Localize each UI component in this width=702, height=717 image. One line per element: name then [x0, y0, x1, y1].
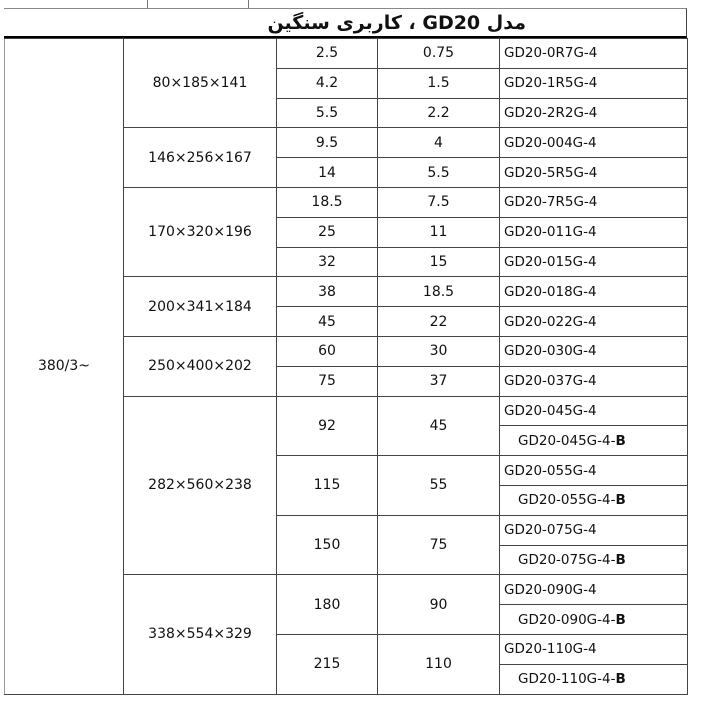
- model-code: GD20-022G-4: [504, 313, 597, 330]
- model-cell: [500, 664, 688, 694]
- model-cell: [500, 634, 688, 664]
- kva-cell: 150: [277, 515, 378, 575]
- table-row: [5, 39, 688, 69]
- kw-cell: 110: [378, 634, 500, 694]
- kva-cell: 180: [277, 575, 378, 635]
- kva-cell: 9.5: [277, 128, 378, 158]
- model-cell: [500, 217, 688, 247]
- model-code: GD20-090G-4: [504, 581, 597, 598]
- model-cell: [500, 605, 688, 635]
- kva-cell: 38: [277, 277, 378, 307]
- model-cell: [500, 39, 688, 69]
- model-code: GD20-2R2G-4: [504, 104, 598, 121]
- model-cell: [500, 485, 688, 515]
- model-code: GD20-090G-4-: [518, 611, 616, 628]
- model-cell: [500, 68, 688, 98]
- model-code: GD20-045G-4: [504, 402, 597, 419]
- kva-cell: 75: [277, 366, 378, 396]
- dimensions-cell: 170×320×196: [124, 187, 277, 276]
- column-divider: [147, 0, 148, 8]
- kw-cell: 7.5: [378, 187, 500, 217]
- kw-cell: 90: [378, 575, 500, 635]
- kva-cell: 4.2: [277, 68, 378, 98]
- kw-cell: 30: [378, 336, 500, 366]
- kva-cell: 92: [277, 396, 378, 456]
- model-cell: [500, 575, 688, 605]
- model-code: GD20-030G-4: [504, 343, 597, 360]
- model-cell: [500, 366, 688, 396]
- kw-cell: 4: [378, 128, 500, 158]
- kva-cell: 14: [277, 158, 378, 188]
- model-code: GD20-045G-4-: [518, 432, 616, 449]
- column-divider: [248, 0, 249, 8]
- model-code: GD20-5R5G-4: [504, 164, 598, 181]
- dimensions-cell: 80×185×141: [124, 39, 277, 128]
- kw-cell: 37: [378, 366, 500, 396]
- kw-cell: 5.5: [378, 158, 500, 188]
- brake-suffix: B: [615, 492, 626, 509]
- kva-cell: 25: [277, 217, 378, 247]
- table-title: مدل GD20 ، کاربری سنگین: [267, 12, 526, 34]
- model-code: GD20-110G-4: [504, 641, 597, 658]
- model-cell: [500, 307, 688, 337]
- model-code: GD20-004G-4: [504, 134, 597, 151]
- brake-suffix: B: [615, 551, 626, 568]
- model-cell: [500, 426, 688, 456]
- kva-cell: 60: [277, 336, 378, 366]
- brake-suffix: B: [615, 671, 626, 688]
- model-code: GD20-0R7G-4: [504, 45, 598, 62]
- kw-cell: 15: [378, 247, 500, 277]
- brake-suffix: B: [615, 611, 626, 628]
- kw-cell: 0.75: [378, 39, 500, 69]
- model-code: GD20-1R5G-4: [504, 75, 598, 92]
- kva-cell: 215: [277, 634, 378, 694]
- dimensions-cell: 200×341×184: [124, 277, 277, 337]
- kva-cell: 115: [277, 456, 378, 516]
- kw-cell: 11: [378, 217, 500, 247]
- dimensions-cell: 282×560×238: [124, 396, 277, 575]
- model-cell: [500, 336, 688, 366]
- kw-cell: 45: [378, 396, 500, 456]
- kva-cell: 2.5: [277, 39, 378, 69]
- model-code: GD20-075G-4-: [518, 551, 616, 568]
- kw-cell: 1.5: [378, 68, 500, 98]
- model-code: GD20-015G-4: [504, 253, 597, 270]
- kva-cell: 5.5: [277, 98, 378, 128]
- brake-suffix: B: [615, 432, 626, 449]
- model-cell: [500, 98, 688, 128]
- model-code: GD20-037G-4: [504, 373, 597, 390]
- kva-cell: 18.5: [277, 187, 378, 217]
- model-cell: [500, 187, 688, 217]
- model-code: GD20-055G-4-: [518, 492, 616, 509]
- voltage-cell: 380/3~: [5, 39, 124, 695]
- kw-cell: 75: [378, 515, 500, 575]
- model-cell: [500, 247, 688, 277]
- model-code: GD20-7R5G-4: [504, 194, 598, 211]
- dimensions-cell: 146×256×167: [124, 128, 277, 188]
- dimensions-cell: 250×400×202: [124, 336, 277, 396]
- top-strip: [0, 0, 702, 8]
- model-code: GD20-018G-4: [504, 283, 597, 300]
- model-cell: [500, 396, 688, 426]
- model-cell: [500, 158, 688, 188]
- model-code: GD20-011G-4: [504, 224, 597, 241]
- model-code: GD20-075G-4: [504, 522, 597, 539]
- model-cell: [500, 277, 688, 307]
- kw-cell: 18.5: [378, 277, 500, 307]
- model-cell: [500, 128, 688, 158]
- model-code: GD20-055G-4: [504, 462, 597, 479]
- kw-cell: 22: [378, 307, 500, 337]
- model-cell: [500, 456, 688, 486]
- table-title-row: [4, 8, 687, 38]
- model-code: GD20-110G-4-: [518, 671, 616, 688]
- kva-cell: 32: [277, 247, 378, 277]
- kva-cell: 45: [277, 307, 378, 337]
- dimensions-cell: 338×554×329: [124, 575, 277, 694]
- spec-table: [4, 38, 688, 695]
- model-cell: [500, 515, 688, 545]
- kw-cell: 2.2: [378, 98, 500, 128]
- model-cell: [500, 545, 688, 575]
- kw-cell: 55: [378, 456, 500, 516]
